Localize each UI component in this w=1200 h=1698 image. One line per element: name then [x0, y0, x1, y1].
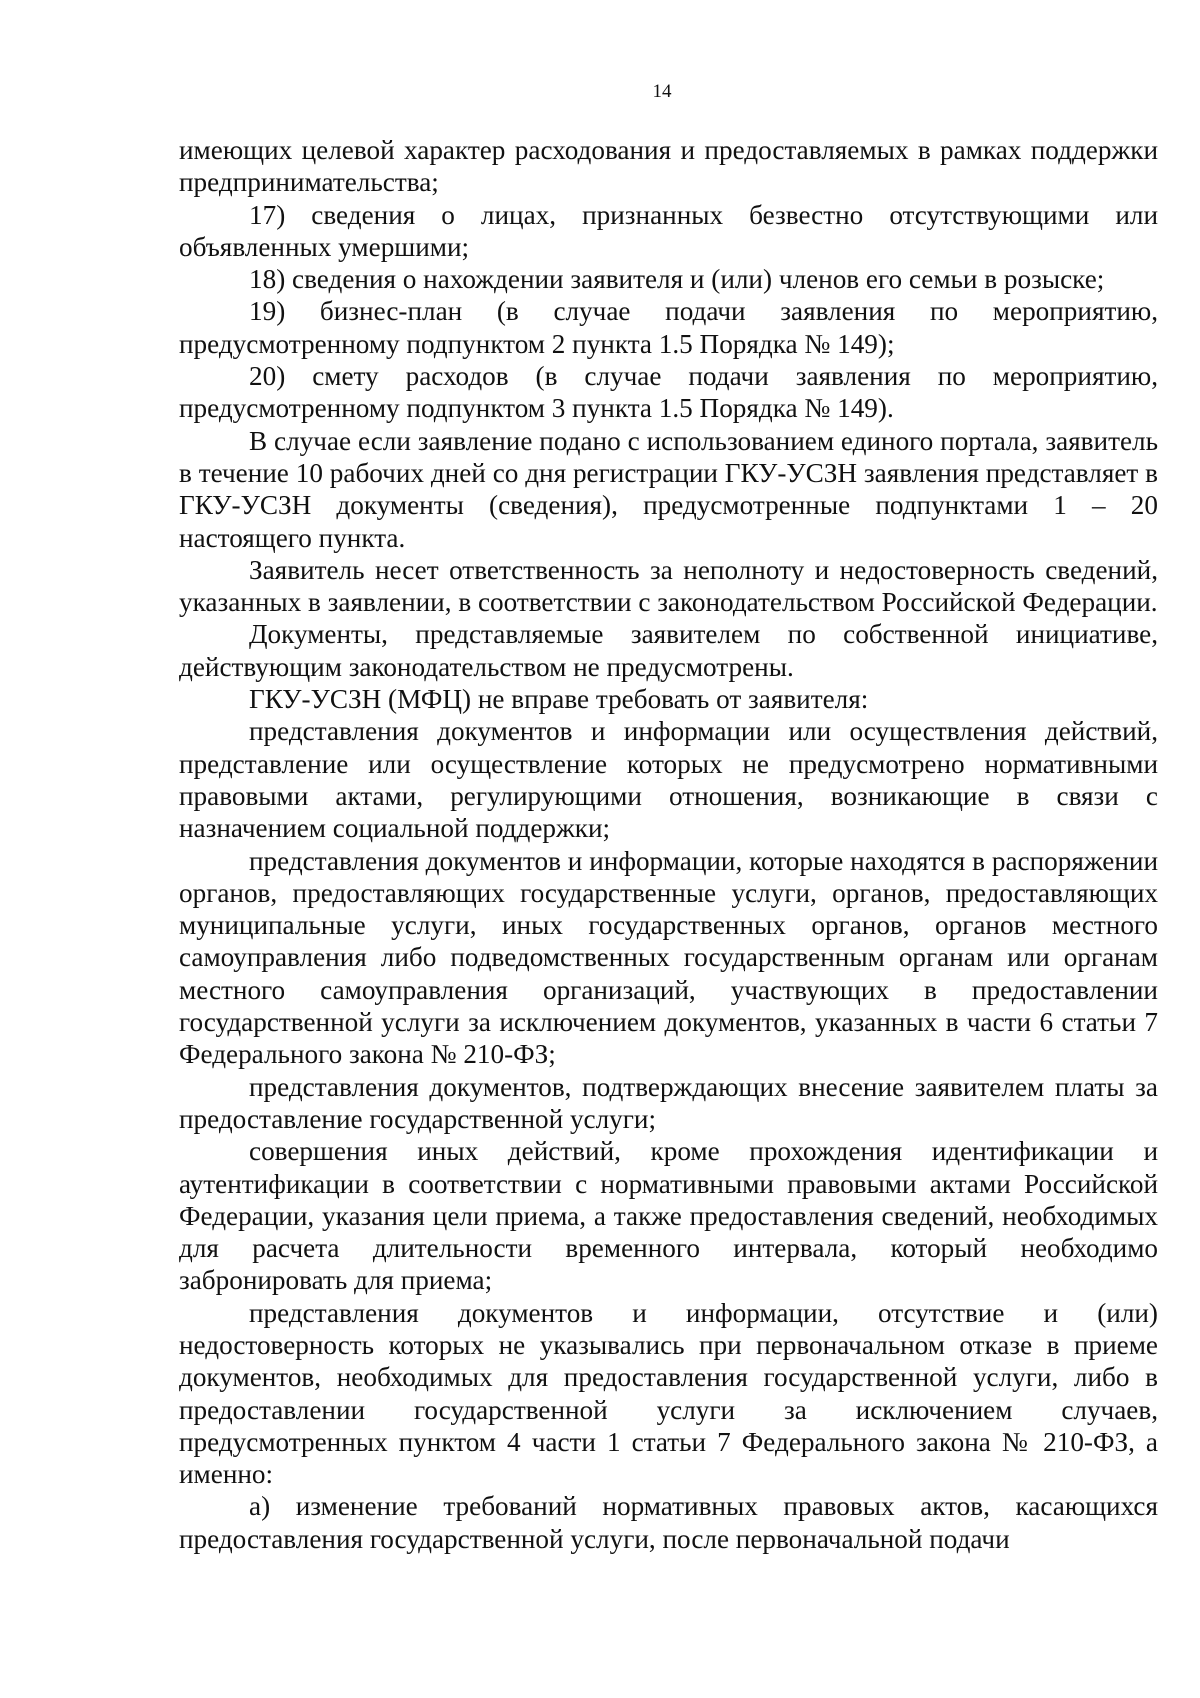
paragraph-subitem-a: а) изменение требований нормативных правовых актов, касающихся предоставления государственной услуги, после первоначальной подачи	[179, 1491, 1158, 1554]
paragraph-continuation: имеющих целевой характер расходования и предоставляемых в рамках поддержки предпринимательства;	[179, 135, 1158, 198]
paragraph-applicant-responsibility: Заявитель несет ответственность за неполноту и недостоверность сведений, указанных в заявлении, в соответствии с законодательством Российской Федерации.	[179, 554, 1158, 618]
paragraph-own-initiative-documents: Документы, представляемые заявителем по собственной инициативе, действующим законодательством не предусмотрены.	[179, 619, 1158, 682]
paragraph-not-entitled-intro: ГКУ-УСЗН (МФЦ) не вправе требовать от заявителя:	[249, 684, 869, 715]
paragraph-requirement-2: представления документов и информации, которые находятся в распоряжении органов, предоставляющих государственные услуги, органов, предоставляющих муниципальные услуги, иных государственных органов, органов местного самоуправления либо подведомственных государственным органам или органам местного самоуправления организаций, участвующих в предоставлении государственной услуги за исключением документов, указанных в части 6 статьи 7 Федерального закона № 210-ФЗ;	[179, 845, 1158, 1070]
paragraph-item-17: 17) сведения о лицах, признанных безвестно отсутствующими или объявленных умершими;	[179, 199, 1158, 262]
paragraph-item-20: 20) смету расходов (в случае подачи заявления по мероприятию, предусмотренному подпунктом 3 пункта 1.5 Порядка № 149).	[179, 361, 1158, 424]
paragraph-portal-submission: В случае если заявление подано с использованием единого портала, заявитель в течение 10 рабочих дней со дня регистрации ГКУ-УСЗН заявления представляет в ГКУ-УСЗН документы (сведения), предусмотренные подпунктами 1 – 20 настоящего пункта.	[179, 425, 1158, 553]
paragraph-item-18: 18) сведения о нахождении заявителя и (или) членов его семьи в розыске;	[249, 264, 1105, 295]
paragraph-requirement-1: представления документов и информации или осуществления действий, представление или осуществление которых не предусмотрено нормативными правовыми актами, регулирующими отношения, возникающие в связи с назначением социальной поддержки;	[179, 716, 1158, 844]
paragraph-requirement-3: представления документов, подтверждающих внесение заявителем платы за предоставление государственной услуги;	[179, 1071, 1158, 1134]
paragraph-item-19: 19) бизнес-план (в случае подачи заявления по мероприятию, предусмотренному подпунктом 2 пункта 1.5 Порядка № 149);	[179, 296, 1158, 359]
document-body	[179, 134, 1158, 1555]
paragraph-requirement-5: представления документов и информации, отсутствие и (или) недостоверность которых не указывались при первоначальном отказе в приеме документов, необходимых для предоставления государственной услуги, либо в предоставлении государственной услуги за исключением случаев, предусмотренных пунктом 4 части 1 статьи 7 Федерального закона № 210-ФЗ, а именно:	[179, 1297, 1158, 1490]
paragraph-requirement-4: совершения иных действий, кроме прохождения идентификации и аутентификации в соответствии с нормативными правовыми актами Российской Федерации, указания цели приема, а также предоставления сведений, необходимых для расчета длительности временного интервала, который необходимо забронировать для приема;	[179, 1136, 1158, 1296]
page-number: 14	[652, 81, 672, 102]
